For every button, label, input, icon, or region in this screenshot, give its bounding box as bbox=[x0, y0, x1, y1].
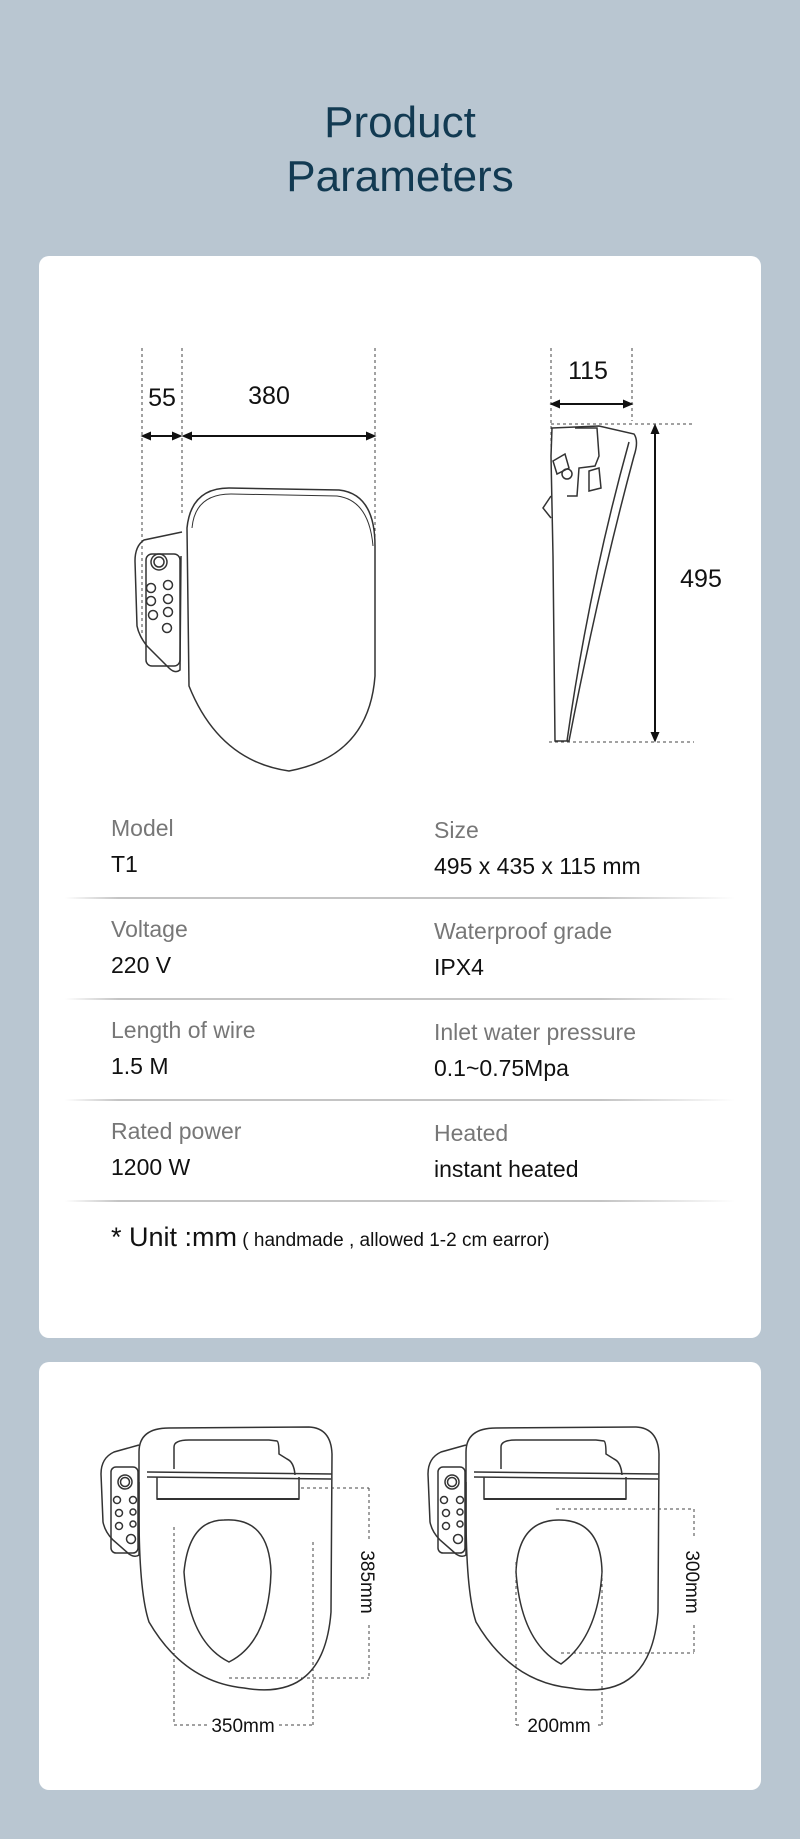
spec-label: Length of wire bbox=[111, 1017, 256, 1043]
spec-label: Voltage bbox=[111, 916, 188, 942]
fit-diagram-large bbox=[39, 1362, 400, 1790]
spec-row-model-size bbox=[39, 814, 761, 915]
spec-heated bbox=[434, 1119, 579, 1183]
spec-label: Size bbox=[434, 817, 479, 843]
fit-dimensions-card bbox=[39, 1362, 761, 1790]
spec-value: 1200 W bbox=[111, 1154, 191, 1180]
spec-voltage bbox=[111, 915, 188, 979]
spec-row-wire-pressure bbox=[39, 1016, 761, 1117]
spec-size bbox=[434, 816, 641, 880]
fit-diagram-small bbox=[366, 1362, 727, 1790]
page-title bbox=[0, 96, 800, 204]
spec-value: 220 V bbox=[111, 952, 172, 978]
spec-label: Waterproof grade bbox=[434, 918, 613, 944]
spec-label: Model bbox=[111, 815, 174, 841]
spec-label: Inlet water pressure bbox=[434, 1019, 636, 1045]
spec-value: instant heated bbox=[434, 1156, 579, 1182]
fit-length-label: 385mm bbox=[356, 1550, 377, 1614]
title-line-2: Parameters bbox=[286, 152, 514, 201]
spec-label: Heated bbox=[434, 1120, 509, 1146]
spec-value: T1 bbox=[111, 851, 138, 877]
spec-row-voltage-waterproof bbox=[39, 915, 761, 1016]
parameters-card bbox=[39, 256, 761, 1338]
spec-wire-length bbox=[111, 1016, 255, 1080]
spec-value: 0.1~0.75Mpa bbox=[434, 1055, 569, 1081]
depth-label: 115 bbox=[568, 357, 608, 385]
length-label: 495 bbox=[680, 565, 722, 593]
seat-width-label: 380 bbox=[248, 382, 290, 410]
fit-width-label: 200mm bbox=[527, 1716, 591, 1737]
spec-value: 1.5 M bbox=[111, 1053, 169, 1079]
unit-note-main: * Unit :mm bbox=[111, 1222, 238, 1252]
divider bbox=[65, 897, 735, 899]
spec-label: Rated power bbox=[111, 1118, 242, 1144]
spec-waterproof-grade bbox=[434, 917, 612, 981]
spec-water-pressure bbox=[434, 1018, 636, 1082]
divider bbox=[65, 1099, 735, 1101]
spec-value: 495 x 435 x 115 mm bbox=[434, 853, 641, 879]
spec-rated-power bbox=[111, 1117, 241, 1181]
divider bbox=[65, 998, 735, 1000]
fit-width-label: 350mm bbox=[211, 1716, 275, 1737]
spec-value: IPX4 bbox=[434, 954, 484, 980]
fit-length-label: 300mm bbox=[681, 1550, 702, 1614]
unit-note bbox=[111, 1222, 550, 1253]
side-view-diagram bbox=[439, 256, 739, 776]
title-line-1: Product bbox=[324, 98, 476, 147]
panel-width-label: 55 bbox=[148, 384, 176, 412]
divider bbox=[65, 1200, 735, 1202]
spec-model bbox=[111, 814, 174, 878]
unit-note-detail: ( handmade , allowed 1-2 cm earror) bbox=[237, 1230, 550, 1251]
spec-row-power-heated bbox=[39, 1117, 761, 1218]
